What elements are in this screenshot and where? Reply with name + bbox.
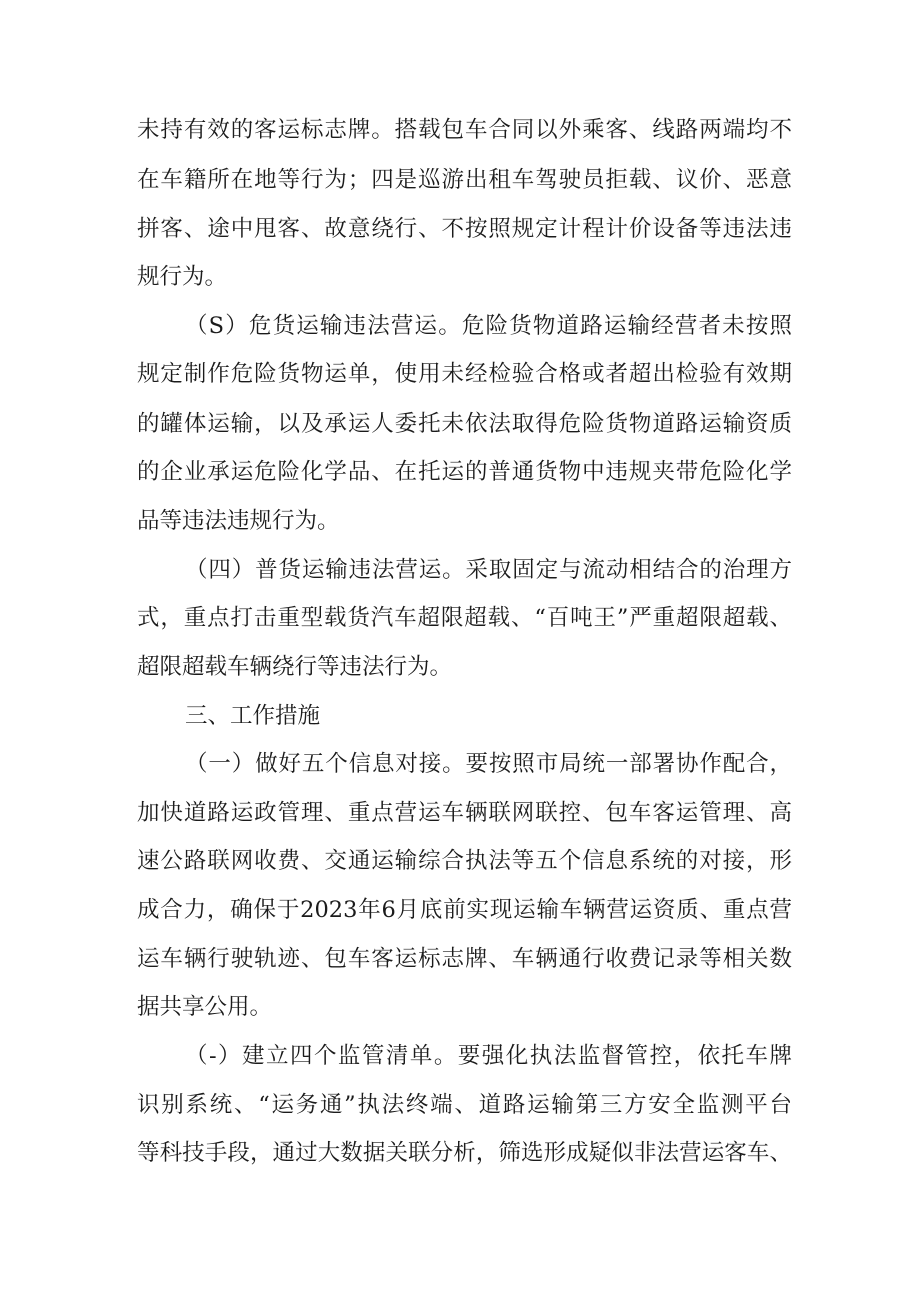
paragraph-start-line: （-）建立四个监管清单。要强化执法监督管控，依托车牌 bbox=[185, 1043, 792, 1069]
text-line: 的企业承运危险化学品、在托运的普通货物中违规夹带危险化学 bbox=[137, 459, 792, 485]
text-line: 超限超载车辆绕行等违法行为。 bbox=[137, 654, 453, 680]
section-heading: 三、工作措施 bbox=[185, 703, 321, 729]
paragraph-start-line: （S）危货运输违法营运。危险货物道路运输经营者未按照 bbox=[185, 313, 792, 339]
text-line: 拼客、途中甩客、故意绕行、不按照规定计程计价设备等违法违 bbox=[137, 216, 792, 242]
text-line: 据共享公用。 bbox=[137, 994, 273, 1020]
text-line: 成合力，确保于2023年6月底前实现运输车辆营运资质、重点营 bbox=[137, 897, 792, 923]
text-line: 品等违法违规行为。 bbox=[137, 508, 340, 534]
text-line: 未持有效的客运标志牌。搭载包车合同以外乘客、线路两端均不 bbox=[137, 117, 792, 143]
text-line: 加快道路运政管理、重点营运车辆联网联控、包车客运管理、高 bbox=[137, 800, 792, 826]
text-line: 规定制作危险货物运单，使用未经检验合格或者超出检验有效期 bbox=[137, 361, 792, 387]
paragraph-start-line: （四）普货运输违法营运。采取固定与流动相结合的治理方 bbox=[185, 557, 792, 583]
text-line: 识别系统、“运务通”执法终端、道路运输第三方安全监测平台 bbox=[137, 1092, 792, 1118]
text-line: 在车籍所在地等行为；四是巡游出租车驾驶员拒载、议价、恶意 bbox=[137, 167, 792, 193]
text-line: 的罐体运输，以及承运人委托未依法取得危险货物道路运输资质 bbox=[137, 411, 792, 437]
text-line: 规行为。 bbox=[137, 264, 228, 290]
text-line: 式，重点打击重型载货汽车超限超载、“百吨王”严重超限超载、 bbox=[137, 605, 792, 631]
paragraph-start-line: （一）做好五个信息对接。要按照市局统一部署协作配合， bbox=[185, 751, 792, 777]
text-line: 等科技手段，通过大数据关联分析，筛选形成疑似非法营运客车、 bbox=[137, 1140, 792, 1166]
text-line: 速公路联网收费、交通运输综合执法等五个信息系统的对接，形 bbox=[137, 848, 792, 874]
text-line: 运车辆行驶轨迹、包车客运标志牌、车辆通行收费记录等相关数 bbox=[137, 946, 792, 972]
